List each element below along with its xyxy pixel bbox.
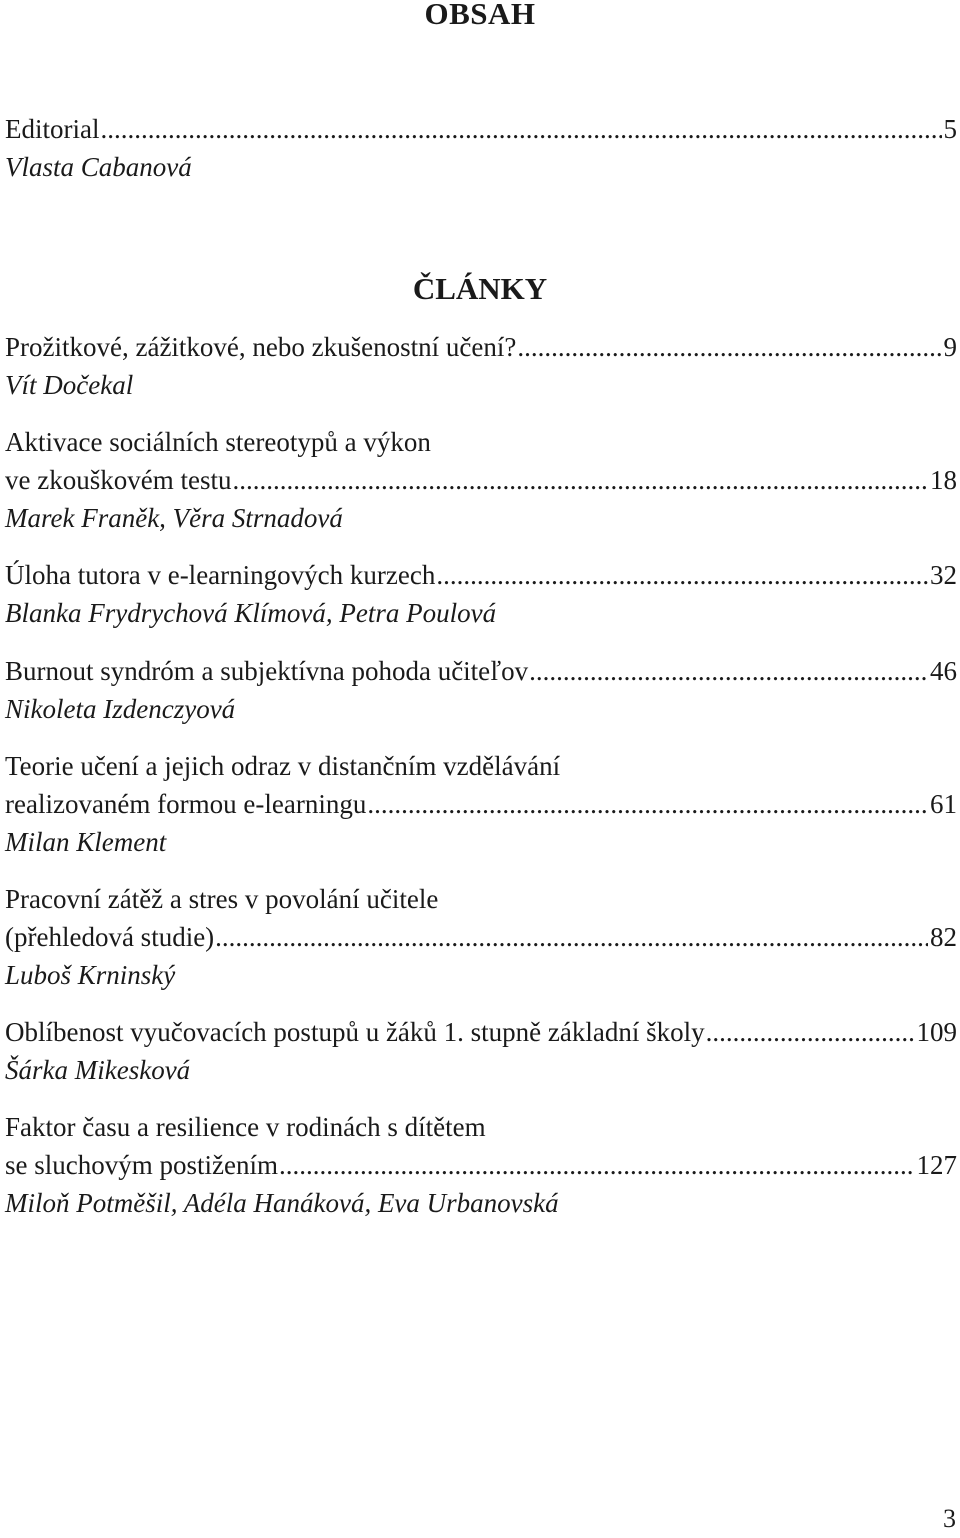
toc-entry-title-line [5,556,957,594]
toc-entry-author: Milan Klement [5,827,167,857]
dot-leader [517,328,941,366]
toc-entry-title: ve zkouškovém testu [5,465,232,495]
toc-entry-page: 82 [930,922,957,952]
toc-entry-title: Faktor času a resilience v rodinách s dítětem [5,1112,486,1142]
toc-entry-title: Úloha tutora v e-learningových kurzech [5,560,436,590]
toc-entry-article[interactable] [5,1108,957,1222]
dot-leader [232,461,928,499]
toc-entry-title: Oblíbenost vyučovacích postupů u žáků 1. stupně základní školy [5,1017,705,1047]
page-number: 3 [943,1504,956,1533]
dot-leader [279,1146,915,1184]
toc-entry-title: Editorial [5,114,100,144]
toc-entry-title-line [5,1146,957,1184]
toc-entry-title: Burnout syndróm a subjektívna pohoda učiteľov [5,656,529,686]
toc-entry-author: Šárka Mikesková [5,1055,191,1085]
dot-leader [436,556,928,594]
toc-entry-title: Prožitkové, zážitkové, nebo zkušenostní učení? [5,332,517,362]
toc-entry-page: 127 [916,1150,957,1180]
toc-entry-author: Miloň Potměšil, Adéla Hanáková, Eva Urbanovská [5,1188,559,1218]
dot-leader [529,652,928,690]
dot-leader [215,918,928,956]
toc-entry-title-line [5,328,957,366]
toc-entry-page: 109 [916,1017,957,1047]
section-heading: ČLÁNKY [412,271,548,306]
toc-entry-author: Vít Dočekal [5,370,134,400]
toc-entry-article[interactable] [5,880,957,994]
toc-entry-title-line [5,1013,957,1051]
toc-entry-title: Aktivace sociálních stereotypů a výkon [5,427,431,457]
toc-entry-title: Pracovní zátěž a stres v povolání učitele [5,884,439,914]
toc-entry-article[interactable] [5,556,957,632]
toc-entry-page: 5 [943,114,957,144]
toc-entry-author: Blanka Frydrychová Klímová, Petra Poulová [5,598,497,628]
toc-entry-title-line [5,785,957,823]
toc-entry-title: realizovaném formou e-learningu [5,789,367,819]
toc-entry-article[interactable] [5,423,957,537]
toc-entry-title: Teorie učení a jejich odraz v distančním vzdělávání [5,751,561,781]
toc-entry-title: se sluchovým postižením [5,1150,278,1180]
page-title: OBSAH [424,0,536,31]
dot-leader [100,110,941,148]
toc-entry-article[interactable] [5,747,957,861]
toc-entry-page: 61 [930,789,957,819]
toc-entry-author: Vlasta Cabanová [5,152,192,182]
toc-entry-editorial[interactable] [5,110,957,186]
toc-entry-page: 18 [930,465,957,495]
toc-entry-title: (přehledová studie) [5,922,215,952]
dot-leader [706,1013,915,1051]
toc-entry-title-line [5,461,957,499]
toc-entry-author: Luboš Krninský [5,960,176,990]
toc-entry-page: 32 [930,560,957,590]
dot-leader [367,785,928,823]
toc-entry-page: 46 [930,656,957,686]
toc-entry-title-line [5,918,957,956]
toc-entry-article[interactable] [5,1013,957,1089]
toc-entry-article[interactable] [5,652,957,728]
toc-entry-author: Nikoleta Izdenczyová [5,694,236,724]
toc-entry-title-line [5,652,957,690]
toc-entry-page: 9 [943,332,957,362]
toc-entry-author: Marek Franěk, Věra Strnadová [5,503,343,533]
toc-entry-title-line [5,110,957,148]
toc-entry-article[interactable] [5,328,957,404]
